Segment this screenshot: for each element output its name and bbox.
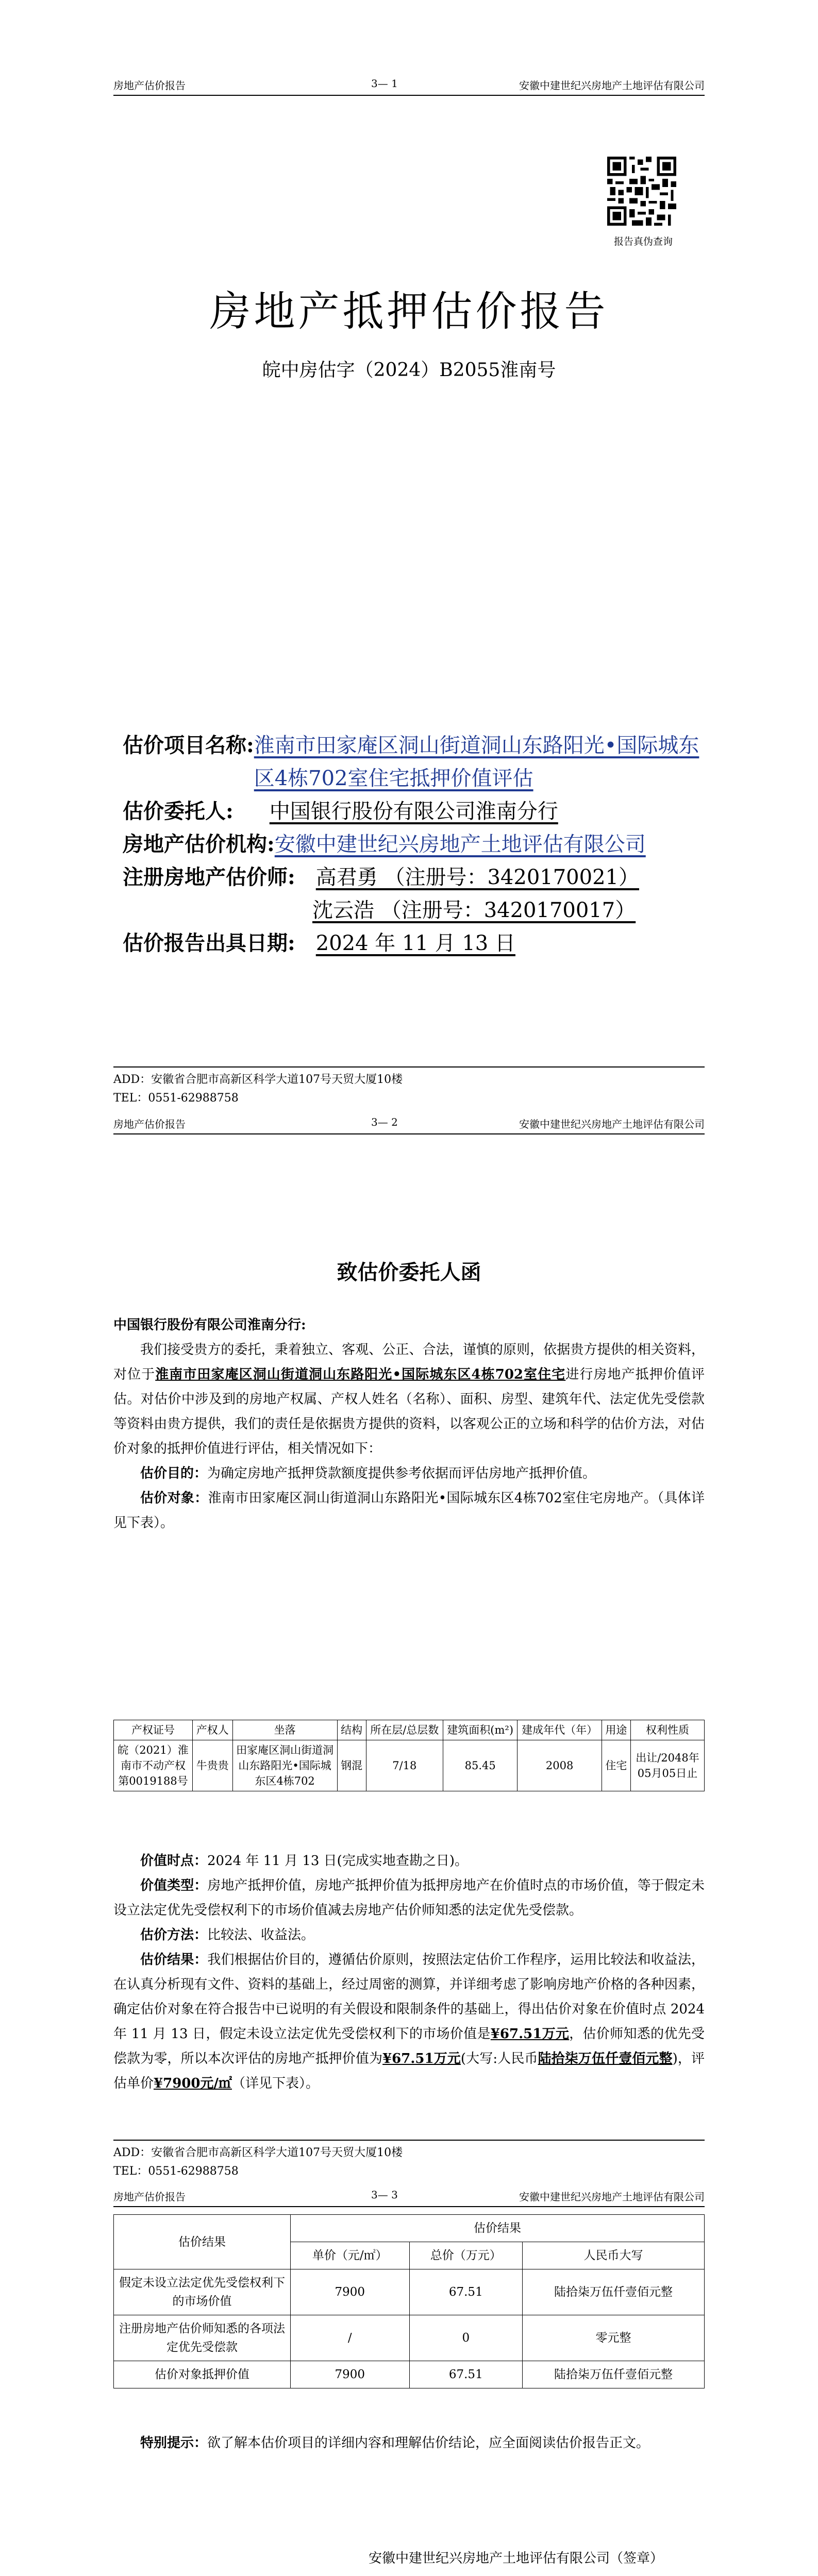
report-title: 房地产抵押估价报告 [209, 287, 609, 335]
year-built: 2008 [517, 1740, 602, 1791]
method-paragraph: 估价方法：比较法、收益法。 [140, 1927, 315, 1943]
table-header: 所在层/总层数 [366, 1720, 443, 1740]
letter-body-2 [113, 1849, 705, 2096]
table-header: 总价（万元） [409, 2242, 522, 2269]
summary-group-header: 估价结果 [291, 2215, 705, 2242]
table-header: 坐落 [232, 1720, 337, 1740]
signature-block [113, 2544, 705, 2576]
date-value: 2024 年 11 月 13 日 [315, 931, 515, 955]
table-header: 建筑面积(m²) [443, 1720, 517, 1740]
appraiser-row [123, 861, 710, 894]
document-number: 皖中房估字（2024）B2055淮南号 [262, 360, 556, 381]
page-footer [113, 1066, 705, 1112]
page-summary [0, 2189, 818, 2576]
footer-address: ADD：安徽省合肥市高新区科学大道107号天贸大厦10楼 [113, 2146, 403, 2159]
agency-row [123, 828, 710, 861]
summary-corner: 估价结果 [114, 2215, 291, 2269]
appraiser-label: 注册房地产估价师: [123, 865, 295, 889]
page-header [113, 1116, 705, 1134]
page-footer [113, 2140, 705, 2185]
special-note [113, 2431, 705, 2455]
table-row: 假定未设立法定优先受偿权利下的市场价值 7900 67.51 陆拾柒万伍仟壹佰元整 [114, 2269, 705, 2315]
project-row [123, 729, 710, 795]
agency-label: 房地产估价机构: [123, 832, 275, 856]
summary-table [113, 2214, 705, 2388]
owner: 牛贵贵 [193, 1740, 233, 1791]
object-paragraph: 估价对象：淮南市田家庵区洞山街道洞山东路阳光•国际城东区4栋702室住宅房地产。（具体详见下表）。 [113, 1490, 705, 1531]
cert-number: 皖（2021）淮南市不动产权第0019188号 [114, 1740, 193, 1791]
header-left: 房地产估价报告 [113, 1118, 186, 1130]
floor: 7/18 [366, 1740, 443, 1791]
cover-info [123, 729, 710, 960]
company-seal: 安徽中建世纪兴房地产土地评估有限公司（签章） [368, 2551, 663, 2566]
note-label: 特别提示： [140, 2435, 208, 2451]
result-paragraph: 估价结果：我们根据估价目的，遵循估价原则，按照法定估价工作程序，运用比较法和收益法，在认真分析现有文件、资料的基础上，经过周密的测算，并详细考虑了影响房地产价格的各种因素，确定估价对象在符合报告中已说明的有关假设和限制条件的基础上，得出估价对象在价值时点 2024 年 11 月 13 日，假定未设立法定优先受偿权利下的市场价值是¥67.51万元，估价师知悉的优先受偿款为零，所以本次评估的房地产抵押价值为¥67.51万元(大写:人民币陆拾柒万伍仟壹佰元整)，评估单价¥7900元/㎡（详见下表）。 [113, 1952, 705, 2091]
value-type-paragraph: 价值类型：房地产抵押价值，房地产抵押价值为抵押房地产在价值时点的市场价值，等于假定未设立法定优先受偿权利下的市场价值减去房地产估价师知悉的法定优先受偿款。 [113, 1878, 705, 1918]
footer-address: ADD：安徽省合肥市高新区科学大道107号天贸大厦10楼 [113, 1073, 403, 1086]
project-label: 估价项目名称: [123, 733, 254, 757]
date-row [123, 927, 710, 960]
page-header [113, 77, 705, 96]
header-right: 安徽中建世纪兴房地产土地评估有限公司 [519, 79, 705, 92]
table-row: 估价对象抵押价值 7900 67.51 陆拾柒万伍仟壹佰元整 [114, 2361, 705, 2388]
page-letter [0, 1117, 818, 2189]
table-row [114, 1740, 705, 1791]
header-page-number: 3— 2 [371, 1116, 398, 1128]
addressee: 中国银行股份有限公司淮南分行: [113, 1317, 306, 1333]
letter-heading: 致估价委托人函 [337, 1260, 481, 1284]
value-date-paragraph: 价值时点：2024 年 11 月 13 日(完成实地查勘之日)。 [140, 1853, 468, 1869]
intro-paragraph: 我们接受贵方的委托，秉着独立、客观、公正、合法，谨慎的原则，依据贵方提供的相关资料，对位于淮南市田家庵区洞山街道洞山东路阳光•国际城东区4栋702室住宅进行房地产抵押价值评估。对估价中涉及到的房地产权属、产权人姓名（名称）、面积、房型、建筑年代、法定优先受偿款等资料由贵方提供，我们的责任是依据贵方提供的资料，以客观公正的立场和科学的估价方法，对估价对象的抵押价值进行评估，相关情况如下： [113, 1342, 705, 1456]
header-page-number: 3— 3 [371, 2189, 398, 2201]
header-left: 房地产估价报告 [113, 2191, 186, 2203]
header-right: 安徽中建世纪兴房地产土地评估有限公司 [519, 2191, 705, 2203]
purpose-paragraph: 估价目的：为确定房地产抵押贷款额度提供参考依据而评估房地产抵押价值。 [140, 1466, 596, 1481]
appraiser-1: 高君勇 （注册号：3420170021） [315, 866, 639, 889]
project-value: 淮南市田家庵区洞山街道洞山东路阳光•国际城东区4栋702室住宅抵押价值评估 [254, 734, 699, 790]
footer-tel: TEL：0551-62988758 [113, 2165, 239, 2178]
header-left: 房地产估价报告 [113, 79, 186, 92]
table-header: 产权证号 [114, 1720, 193, 1740]
location: 田家庵区洞山街道洞山东路阳光•国际城东区4栋702 [232, 1740, 337, 1791]
table-header: 用途 [602, 1720, 630, 1740]
table-row: 注册房地产估价师知悉的各项法定优先受偿款 / 0 零元整 [114, 2315, 705, 2361]
table-header: 权利性质 [631, 1720, 705, 1740]
footer-tel: TEL：0551-62988758 [113, 1092, 239, 1105]
table-header: 人民币大写 [522, 2242, 704, 2269]
property-address: 淮南市田家庵区洞山街道洞山东路阳光•国际城东区4栋702室住宅 [155, 1367, 566, 1382]
property-table [113, 1720, 705, 1791]
table-header: 产权人 [193, 1720, 233, 1740]
table-header: 结构 [337, 1720, 366, 1740]
table-header: 单价（元/㎡） [291, 2242, 410, 2269]
header-right: 安徽中建世纪兴房地产土地评估有限公司 [519, 1118, 705, 1130]
qr-code[interactable] [607, 157, 676, 226]
appraiser-row-2 [123, 894, 710, 927]
header-page-number: 3— 1 [371, 77, 398, 90]
structure: 钢混 [337, 1740, 366, 1791]
table-header-row [114, 1720, 705, 1740]
client-label: 估价委托人: [123, 799, 233, 823]
page-cover [0, 0, 818, 1117]
legal-rep [113, 2573, 663, 2576]
qr-label: 报告真伪查询 [613, 236, 673, 247]
date-label: 估价报告出具日期: [123, 931, 295, 955]
area: 85.45 [443, 1740, 517, 1791]
client-row [123, 795, 710, 828]
client-value: 中国银行股份有限公司淮南分行 [269, 800, 558, 823]
note-text: 欲了解本估价项目的详细内容和理解估价结论，应全面阅读估价报告正文。 [207, 2435, 650, 2451]
agency-value: 安徽中建世纪兴房地产土地评估有限公司 [274, 833, 646, 856]
table-header: 建成年代（年） [517, 1720, 602, 1740]
letter-body [113, 1313, 705, 1535]
page-header [113, 2189, 705, 2207]
appraiser-2: 沈云浩 （注册号：3420170017） [312, 899, 636, 922]
usage: 住宅 [602, 1740, 630, 1791]
right-type: 出让/2048年05月05日止 [631, 1740, 705, 1791]
